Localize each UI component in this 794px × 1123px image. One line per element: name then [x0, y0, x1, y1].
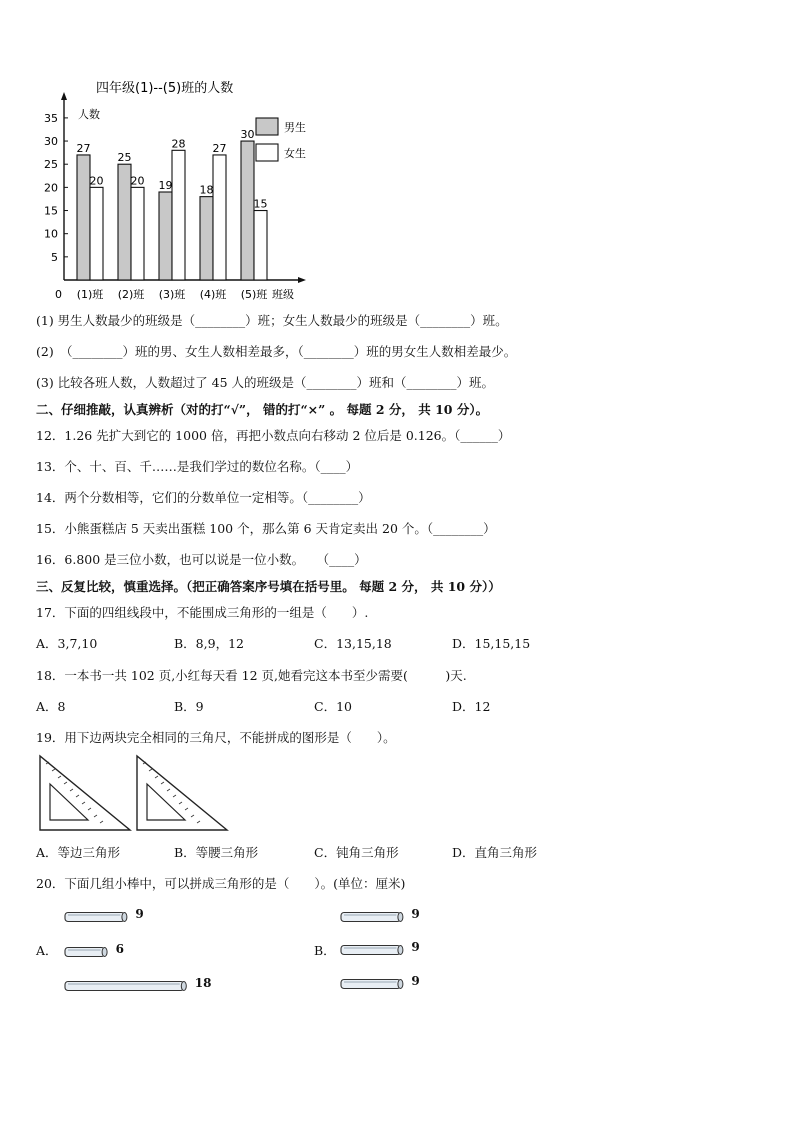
- category-label: (3)班: [158, 288, 186, 301]
- q20-option-a-label: A．: [36, 943, 58, 958]
- bar: [159, 192, 172, 280]
- stick: [64, 942, 124, 962]
- category-label: (5)班: [240, 288, 268, 301]
- q17-option-d: D．15,15,15: [452, 636, 531, 651]
- bar: [172, 150, 185, 280]
- stick: [340, 907, 420, 927]
- chart-title: 四年级(1)--(5)班的人数: [96, 81, 234, 96]
- bar-value-label: 18: [199, 183, 214, 197]
- q19-option-b: B．等腰三角形: [174, 845, 259, 860]
- y-tick-label: 35: [44, 111, 58, 125]
- q18-option-c: C．10: [314, 699, 352, 714]
- q19-option-c: C．钝角三角形: [314, 845, 399, 860]
- set-square-left: [40, 756, 130, 830]
- question-18: 18．一本书一共 102 页,小红每天看 12 页,她看完这本书至少需要( )天.: [36, 668, 467, 683]
- stick-length-label: 6: [115, 942, 124, 956]
- bar-value-label: 25: [117, 151, 132, 165]
- class-size-bar-chart: [36, 74, 316, 306]
- question-12: 12．1.26 先扩大到它的 1000 倍，再把小数点向右移动 2 位后是 0.126。（______）: [36, 428, 511, 443]
- y-tick-label: 15: [44, 204, 58, 218]
- y-tick-label: 5: [51, 250, 58, 264]
- category-label: (1)班: [76, 288, 104, 301]
- bar-value-label: 27: [212, 141, 227, 155]
- y-axis-arrow: [61, 92, 67, 100]
- legend-swatch: [256, 144, 278, 161]
- q17-option-c: C．13,15,18: [314, 636, 392, 651]
- bar-value-label: 20: [89, 174, 104, 188]
- q17-option-a: A．3,7,10: [36, 636, 98, 651]
- question-16: 16．6.800 是三位小数，也可以说是一位小数。 （____）: [36, 552, 367, 567]
- q20-option-b-label: B．: [314, 943, 336, 958]
- y-tick-label: 10: [44, 227, 58, 241]
- x-axis-arrow: [298, 277, 306, 283]
- stick-length-label: 9: [411, 974, 420, 988]
- question-14: 14．两个分数相等，它们的分数单位一定相等。（________）: [36, 490, 371, 505]
- stick-length-label: 9: [135, 907, 144, 921]
- x-axis-label: 班级: [272, 288, 294, 301]
- q17-option-b: B．8,9，12: [174, 636, 244, 651]
- category-label: (4)班: [199, 288, 227, 301]
- bar: [77, 155, 90, 280]
- category-label: (2)班: [117, 288, 145, 301]
- section2-heading: 二、仔细推敲，认真辨析（对的打“√”， 错的打“×” 。 每题 2 分， 共 10 分）。: [36, 402, 489, 417]
- chart-question-1: (1) 男生人数最少的班级是（________）班；女生人数最少的班级是（________）班。: [36, 313, 508, 328]
- q19-option-a: A．等边三角形: [36, 845, 121, 860]
- stick: [340, 974, 420, 994]
- legend-label: 男生: [284, 121, 306, 134]
- bar-value-label: 27: [76, 141, 91, 155]
- bar-value-label: 20: [130, 174, 145, 188]
- bar-value-label: 15: [253, 197, 268, 211]
- y-axis-label: 人数: [78, 108, 100, 121]
- bar: [200, 197, 213, 280]
- q18-option-d: D．12: [452, 699, 491, 714]
- bar: [131, 187, 144, 280]
- y-tick-label: 25: [44, 158, 58, 172]
- stick-shape: [64, 911, 129, 923]
- bar-value-label: 28: [171, 137, 186, 151]
- question-17: 17．下面的四组线段中，不能围成三角形的一组是（ ）.: [36, 605, 369, 620]
- y-tick-label: 20: [44, 181, 58, 195]
- q18-option-b: B．9: [174, 699, 204, 714]
- q18-option-a: A．8: [36, 699, 66, 714]
- chart-question-3: (3) 比较各班人数，人数超过了 45 人的班级是（________）班和（________）班。: [36, 375, 495, 390]
- set-square-right: [137, 756, 227, 830]
- stick-length-label: 18: [194, 976, 212, 990]
- stick-shape: [340, 944, 405, 956]
- stick-shape: [64, 946, 110, 958]
- bar: [90, 187, 103, 280]
- origin-label: 0: [55, 288, 62, 301]
- question-20: 20．下面几组小棒中，可以拼成三角形的是（ ）。(单位：厘米): [36, 876, 406, 891]
- set-squares-figure: [36, 752, 236, 834]
- stick-length-label: 9: [411, 907, 420, 921]
- question-13: 13．个、十、百、千……是我们学过的数位名称。（____）: [36, 459, 359, 474]
- chart-question-2: (2) （________）班的男、女生人数相差最多，（________）班的男女生人数相差最少。: [36, 344, 517, 359]
- question-15: 15．小熊蛋糕店 5 天卖出蛋糕 100 个，那么第 6 天肯定卖出 20 个。（________）: [36, 521, 496, 536]
- stick: [64, 976, 212, 996]
- legend-label: 女生: [284, 147, 306, 160]
- bar: [213, 155, 226, 280]
- bar-value-label: 30: [240, 128, 255, 142]
- bar: [241, 141, 254, 280]
- y-tick-label: 30: [44, 135, 58, 149]
- stick-shape: [340, 978, 405, 990]
- q19-option-d: D．直角三角形: [452, 845, 538, 860]
- bar: [254, 211, 267, 280]
- stick-shape: [64, 980, 189, 992]
- legend-swatch: [256, 118, 278, 135]
- question-19: 19．用下边两块完全相同的三角尺，不能拼成的图形是（ ）。: [36, 730, 396, 745]
- stick: [340, 940, 420, 960]
- section3-heading: 三、反复比较，慎重选择。（把正确答案序号填在括号里。 每题 2 分， 共 10 分））: [36, 579, 501, 594]
- stick-length-label: 9: [411, 940, 420, 954]
- stick-shape: [340, 911, 405, 923]
- bar: [118, 164, 131, 280]
- stick: [64, 907, 144, 927]
- bar-value-label: 19: [158, 179, 173, 192]
